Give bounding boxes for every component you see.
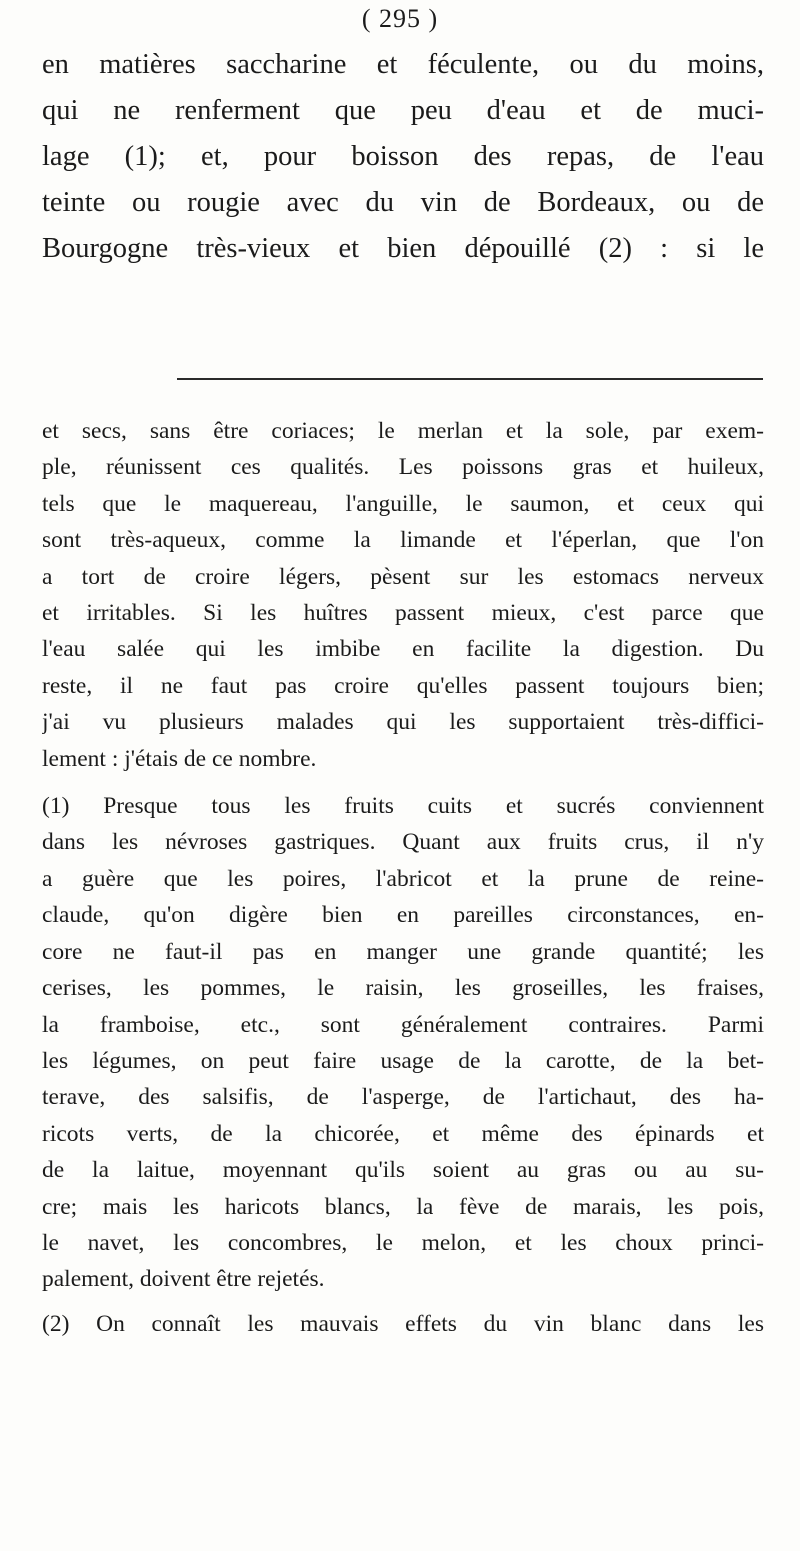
footnote-line: ple, réunissent ces qualités. Les poissons gras et huileux, — [42, 454, 764, 481]
footnote-line: les légumes, on peut faire usage de la carotte, de la bet- — [42, 1047, 764, 1074]
footnote-line: core ne faut-il pas en manger une grande quantité; les — [42, 938, 764, 965]
page-number: ( 295 ) — [361, 4, 439, 33]
main-text-line: teinte ou rougie avec du vin de Bordeaux, ou de — [42, 187, 764, 218]
footnote-1 — [42, 788, 764, 1298]
main-text-line: en matières saccharine et féculente, ou du moins, — [42, 49, 764, 80]
footnote-line: sont très-aqueux, comme la limande et l'éperlan, que l'on — [42, 527, 764, 554]
footnote-line: et secs, sans être coriaces; le merlan et la sole, par exem- — [42, 418, 764, 444]
footnote-line: terave, des salsifis, de l'asperge, de l'artichaut, des ha- — [42, 1084, 764, 1111]
footnote-line: de la laitue, moyennant qu'ils soient au gras ou au su- — [42, 1157, 764, 1184]
footnote-2 — [42, 1306, 764, 1342]
footnote-line: a guère que les poires, l'abricot et la prune de reine- — [42, 865, 764, 892]
footnote-line: la framboise, etc., sont généralement contraires. Parmi — [42, 1011, 764, 1038]
main-text-line: lage (1); et, pour boisson des repas, de l'eau — [42, 141, 764, 172]
footnote-line: l'eau salée qui les imbibe en facilite la digestion. Du — [42, 636, 764, 663]
footnote-line: (2) On connaît les mauvais effets du vin blanc dans les — [42, 1310, 764, 1337]
footnote-line: cerises, les pommes, le raisin, les groseilles, les fraises, — [42, 975, 764, 1002]
footnote-line: le navet, les concombres, le melon, et les choux princi- — [42, 1229, 764, 1256]
main-text-block — [42, 42, 764, 272]
main-text-line: Bourgogne très-vieux et bien dépouillé (2) : si le — [42, 233, 764, 264]
footnote-line: reste, il ne faut pas croire qu'elles passent toujours bien; — [42, 672, 764, 699]
footnote-line: dans les névroses gastriques. Quant aux fruits crus, il n'y — [42, 829, 764, 856]
footnote-line: palement, doivent être rejetés. — [42, 1266, 325, 1293]
footnote-line: j'ai vu plusieurs malades qui les supportaient très-diffici- — [42, 709, 764, 736]
footnote-separator-rule — [177, 378, 763, 380]
footnote-continuation — [42, 413, 764, 777]
footnotes-block — [42, 413, 764, 1350]
footnote-line: et irritables. Si les huîtres passent mieux, c'est parce que — [42, 600, 764, 627]
footnote-line: lement : j'étais de ce nombre. — [42, 745, 317, 772]
footnote-line: ricots verts, de la chicorée, et même des épinards et — [42, 1120, 764, 1147]
footnote-line: claude, qu'on digère bien en pareilles circonstances, en- — [42, 902, 764, 929]
footnote-line: tels que le maquereau, l'anguille, le saumon, et ceux qui — [42, 490, 764, 517]
main-text-line: qui ne renferment que peu d'eau et de muci- — [42, 95, 764, 126]
footnote-line: (1) Presque tous les fruits cuits et sucrés conviennent — [42, 793, 764, 820]
footnote-line: cre; mais les haricots blancs, la fève de marais, les pois, — [42, 1193, 764, 1220]
footnote-line: a tort de croire légers, pèsent sur les estomacs nerveux — [42, 563, 764, 590]
